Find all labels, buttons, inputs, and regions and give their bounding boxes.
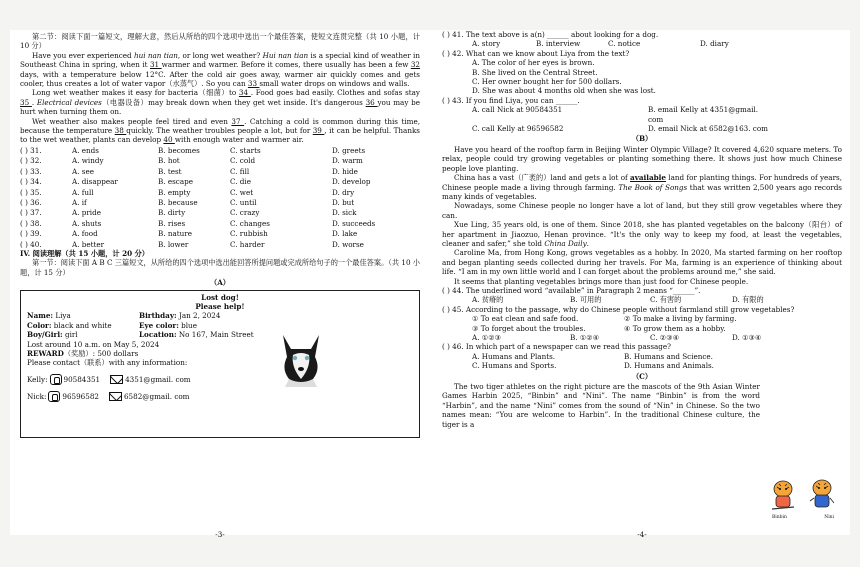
text-run: 37	[231, 116, 245, 126]
text-run: 40	[163, 135, 175, 145]
option-choice: B. becomes	[158, 145, 200, 155]
option-choice: ( ) 33.	[20, 166, 42, 176]
question-41: ( ) 41. The text above is a(n) ______ about looking for a dog.	[442, 30, 659, 39]
option-choice: A. ①②③	[472, 333, 502, 342]
contact-nick	[27, 391, 413, 402]
cloze-option-row	[20, 208, 420, 217]
option-choice: C. wet	[230, 187, 254, 197]
option-choice: ① To eat clean and safe food.	[472, 314, 579, 324]
question-42-options	[472, 58, 842, 96]
option-choice: D. Humans and Animals.	[624, 361, 714, 371]
passage-b-paragraph-2	[442, 173, 842, 201]
cloze-paragraph-1	[20, 51, 420, 89]
option-choice: C. die	[230, 177, 251, 187]
option-choice: ( ) 34.	[20, 177, 42, 187]
option-choice: D. develop	[332, 177, 371, 187]
question-45-options	[472, 333, 842, 342]
text-run: 38	[114, 126, 127, 136]
text-run: that was written 2,500 years ago records many kinds of vegetables.	[442, 182, 842, 201]
phone-icon	[50, 374, 62, 385]
option-choice: A. pride	[72, 208, 101, 218]
text-run: 36	[365, 97, 378, 107]
cloze-options	[20, 146, 420, 249]
text-run: Have you heard of the rooftop farm in Beijing Winter Olympic Village? It covered 4,620 square meters. To relax, people could try growing vegetables or planting something there. It shows just how much Chinese people love planting.	[442, 144, 842, 173]
option-choice: C. harder	[230, 239, 265, 249]
option-choice: ④ To grow them as a hobby.	[624, 323, 726, 333]
option-choice: C. until	[230, 197, 257, 207]
text-run: Wet weather also makes people feel tired and even	[32, 116, 232, 126]
sex-value: girl	[62, 330, 78, 340]
text-run: Xue Ling, 35 years old, is one of them. Since 2018, she has planted vegetables on the balcony（阳台）of her apartment in Jiaozuo, Henan province. “It's the only way to keep my food, at least the vegetables, cleaner and safer,” she told	[442, 220, 842, 248]
color-value: black and white	[51, 320, 112, 330]
option-choice: D. but	[332, 197, 355, 207]
text-run: 39	[312, 126, 325, 136]
text-run: It seems that planting vegetables brings more than just food for Chinese people.	[454, 276, 749, 286]
passage-c-label: （C）	[631, 371, 653, 381]
eye-color-label: Eye color:	[139, 320, 179, 330]
text-run: （电器设备）may break down when they get wet inside. It's dangerous	[101, 97, 366, 107]
text-run: , or long wet weather?	[177, 50, 263, 60]
section-4-heading: IV. 阅读理解（共 15 小题，计 20 分）	[20, 248, 149, 258]
mascot-nini-label: Nini	[824, 515, 834, 521]
option-choice: ( ) 31.	[20, 145, 42, 155]
question-41-options	[472, 39, 842, 48]
question-42: ( ) 42. What can we know about Liya from the text?	[442, 48, 630, 58]
cloze-option-row	[20, 156, 420, 165]
option-choice: B. escape	[158, 177, 193, 187]
text-run: Have you ever experienced	[32, 50, 134, 60]
exam-sheet	[10, 30, 850, 539]
text-run: , it can be helpful. Thanks to the wet weather, plants can develop	[20, 126, 420, 145]
tiger-mascots-icon	[766, 477, 840, 513]
option-choice: D. ①③④	[732, 333, 762, 342]
option-choice: A. Humans and Plants.	[472, 351, 556, 361]
text-run: Long wet weather makes it easy for bacteria（细菌）to	[32, 88, 239, 98]
text-run: .	[31, 97, 37, 107]
page-number: -4-	[637, 529, 647, 539]
notice-subtitle: Please help!	[195, 301, 245, 311]
option-choice: A. 贫瘠的	[472, 295, 504, 305]
text-run: quickly. The weather troubles people a lot, but for	[126, 126, 313, 136]
cloze-option-row	[20, 219, 420, 228]
text-run: Electrical devices	[36, 97, 102, 107]
option-choice: C. starts	[230, 145, 261, 155]
option-choice: D. sick	[332, 208, 357, 218]
option-choice: A. shuts	[72, 218, 102, 228]
option-choice: B. Humans and Science.	[624, 351, 713, 361]
option-choice: A. full	[72, 187, 94, 197]
page-3	[20, 30, 420, 539]
cloze-option-row	[20, 240, 420, 249]
text-run: The two tiger athletes on the right picture are the mascots of the 9th Asian Winter Games Harbin 2025, “Binbin” and “Nini”. The name “Binbin” is from the word “Harbin”, and the name “Nini” comes from the sound of “Nin” in Chinese. So the two names mean: “You are welcome to Harbin”. In the traditional Chinese culture, the tiger is a	[442, 382, 760, 429]
question-44-options	[472, 295, 842, 304]
text-run: Hui nan tian	[262, 50, 309, 60]
option-choice: ② To make a living by farming.	[624, 314, 737, 324]
option-choice: ( ) 39.	[20, 229, 42, 239]
text-run: 32	[410, 60, 420, 70]
text-run: 33	[247, 79, 260, 89]
option-choice: D. greets	[332, 145, 366, 155]
passage-b-paragraph-6	[442, 277, 842, 286]
option-choice: B. nature	[158, 229, 192, 239]
option-choice: A. see	[72, 166, 94, 176]
contact-kelly	[27, 374, 413, 385]
text-run: small water drops on windows and walls.	[259, 79, 410, 89]
option-choice: C. Humans and Sports.	[472, 361, 557, 371]
option-choice: B. hot	[158, 156, 180, 166]
contact-line: Please contact（联系）with any information:	[27, 358, 188, 368]
phone-icon	[48, 391, 60, 402]
passage-b-paragraph-1	[442, 145, 842, 173]
option-choice: ( ) 32.	[20, 156, 42, 166]
option-choice: B. empty	[158, 187, 191, 197]
option-choice: B. lower	[158, 239, 189, 249]
nick-label: Nick:	[27, 391, 47, 401]
option-choice: C. changes	[230, 218, 270, 228]
question-46-options	[472, 352, 842, 371]
option-choice: C. notice	[608, 39, 641, 49]
text-run: hui nan tian	[133, 50, 178, 60]
location-label: Location:	[139, 330, 177, 340]
option-choice: C. ②③④	[650, 333, 680, 342]
option-choice: ③ To forget about the troubles.	[472, 323, 586, 333]
option-choice: D. hide	[332, 166, 358, 176]
text-run: days, with a temperature below 12°C. After the cold air goes away, warmer air quickly comes and gets cooler, thus creates a lot of water vapor（水蒸气）. So you can	[20, 69, 420, 89]
option-choice: ( ) 37.	[20, 208, 42, 218]
cloze-option-row	[20, 167, 420, 176]
option-choice: B. dirty	[158, 208, 186, 218]
section-4-subheading: 第一节：阅读下面 A B C 三篇短文，从所给的四个选项中选出能回答所提问题或完成所给句子的一个最佳答案。（共 10 小题，计 15 分）	[20, 258, 420, 277]
question-44: ( ) 44. The underlined word “available” in Paragraph 2 means “______”.	[442, 285, 701, 295]
option-choice: D. She was about 4 months old when she was lost.	[472, 86, 656, 96]
mascot-picture	[766, 477, 840, 521]
eye-color-value: blue	[178, 320, 197, 330]
nick-email: 6582@gmail. com	[123, 391, 190, 401]
notice-row-1	[27, 311, 413, 320]
kelly-label: Kelly:	[27, 374, 48, 384]
location-value: No 167, Main Street	[176, 330, 254, 340]
option-choice: D. diary	[700, 39, 729, 49]
cloze-option-row	[20, 146, 420, 155]
text-run: 31	[149, 60, 162, 70]
question-45: ( ) 45. According to the passage, why do Chinese people without farmland still grow vegetables?	[442, 304, 795, 314]
option-choice: D. 有限的	[732, 295, 764, 305]
option-choice: ( ) 40.	[20, 239, 42, 249]
cloze-option-row	[20, 188, 420, 197]
option-choice: B. 可用的	[570, 295, 602, 305]
text-run: warmer and warmer. Before it comes, there usually has been a few	[161, 60, 411, 70]
option-choice: A. if	[72, 197, 87, 207]
text-run: 35	[20, 97, 32, 107]
notice-row-3	[27, 330, 413, 339]
passage-b-label: （B）	[631, 134, 653, 144]
reward-value: （奖励）: 500 dollars	[63, 349, 139, 358]
mascot-binbin-label: Binbin	[772, 515, 787, 521]
sex-label: Boy/Girl:	[27, 330, 63, 340]
mail-icon	[110, 375, 123, 384]
option-choice: D. dry	[332, 187, 355, 197]
text-run: available	[630, 173, 666, 183]
question-45-statements	[472, 314, 842, 333]
option-choice: C. rubbish	[230, 229, 268, 239]
option-choice: C. 有害的	[650, 295, 682, 305]
option-choice: B. because	[158, 197, 198, 207]
name-value: Liya	[53, 311, 71, 321]
text-run: Nowadays, some Chinese people no longer have a lot of land, but they still grow vegetables where they can.	[442, 201, 842, 220]
passage-b-paragraph-4	[442, 220, 842, 248]
option-choice: A. The color of her eyes is brown.	[472, 58, 595, 68]
passage-b-paragraph-3	[442, 201, 842, 220]
birthday-label: Birthday:	[139, 311, 177, 321]
option-choice: A. disappear	[72, 177, 118, 187]
option-choice: ( ) 36.	[20, 197, 42, 207]
kelly-phone: 90584351	[63, 374, 101, 384]
option-choice: C. crazy	[230, 208, 260, 218]
question-43: ( ) 43. If you find Liya, you can ______.	[442, 95, 580, 105]
option-choice: B. She lived on the Central Street.	[472, 67, 598, 77]
passage-a-label: （A）	[210, 278, 230, 288]
option-choice: B. rises	[158, 218, 186, 228]
text-run: 34	[238, 88, 251, 98]
option-choice: D. lake	[332, 229, 358, 239]
option-choice: ( ) 38.	[20, 218, 42, 228]
section-2-heading: 第二节：阅读下面一篇短文，理解大意，然后从所给的四个选项中选出一个最佳答案，使短文连贯完整（共 10 小题，计 10 分）	[20, 32, 420, 51]
option-choice: D. succeeds	[332, 218, 376, 228]
option-choice: A. windy	[72, 156, 104, 166]
reward-label: REWARD	[27, 349, 64, 358]
passage-c-paragraph-1	[442, 382, 760, 429]
option-choice: C. call Kelly at 96596582	[472, 124, 564, 134]
cloze-paragraph-2	[20, 88, 420, 116]
question-46: ( ) 46. In which part of a newspaper can we read this passage?	[442, 342, 672, 352]
text-run: . Catching a cold is common during this time, because the temperature	[20, 116, 420, 136]
question-43-options	[472, 105, 842, 133]
option-choice: D. worse	[332, 239, 364, 249]
option-choice: B. test	[158, 166, 182, 176]
name-label: Name:	[27, 311, 54, 321]
option-choice: A. food	[72, 229, 98, 239]
lost-dog-notice	[20, 290, 420, 438]
option-choice: C. cold	[230, 156, 256, 166]
text-run: China has a vast（广袤的）land and gets a lot of	[454, 173, 631, 183]
option-choice: A. ends	[72, 145, 99, 155]
page-number: -3-	[215, 529, 225, 539]
text-run: China Daily	[544, 238, 587, 248]
text-run: .	[586, 238, 589, 248]
kelly-email: 4351@gmail. com	[125, 374, 191, 384]
option-choice: B. ①②④	[570, 333, 600, 342]
text-run: . Food goes bad easily. Clothes and sofas stay	[250, 88, 420, 98]
text-run: with enough water and warmer air.	[174, 135, 304, 145]
text-run: The Book of Songs	[618, 182, 688, 192]
page-4	[442, 30, 842, 539]
text-run: you may be hurt when turning them on.	[20, 97, 420, 117]
dog-photo-icon	[271, 327, 331, 387]
notice-row-2	[27, 321, 413, 330]
option-choice: D. warm	[332, 156, 363, 166]
option-choice: D. email Nick at 6582@163. com	[648, 124, 768, 134]
option-choice: C. Her owner bought her for 500 dollars.	[472, 77, 622, 87]
cloze-option-row	[20, 177, 420, 186]
option-choice: A. call Nick at 90584351	[472, 105, 563, 115]
option-choice: B. email Kelly at 4351@gmail. com	[648, 105, 758, 124]
color-label: Color:	[27, 320, 52, 330]
cloze-paragraph-3	[20, 117, 420, 145]
nick-phone: 96596582	[62, 391, 99, 401]
lost-time: Lost around 10 a.m. on May 5, 2024	[27, 339, 160, 349]
text-run: is a special kind of weather in Southeast China in spring, when it	[20, 50, 420, 70]
text-run: Caroline Ma, from Hong Kong, grows vegetables as a hobby. In 2020, Ma started farming on her rooftop and began planting seeds collected during her travels. For Ma, farming is an experience of thinking about life. “I am in my own little world and I can forget about the problems around me,” she said.	[442, 248, 842, 277]
cloze-option-row	[20, 229, 420, 238]
option-choice: C. fill	[230, 166, 250, 176]
option-choice: ( ) 35.	[20, 187, 42, 197]
option-choice: A. better	[72, 239, 105, 249]
text-run: land for planting things. For hundreds of years, Chinese people made a living through farming.	[442, 173, 842, 192]
birthday-value: Jan 2, 2024	[176, 311, 221, 321]
option-choice: A. story	[472, 39, 501, 49]
notice-title: Lost dog!	[201, 292, 239, 302]
cloze-option-row	[20, 198, 420, 207]
option-choice: B. interview	[536, 39, 581, 49]
mail-icon	[109, 392, 122, 401]
passage-b-paragraph-5	[442, 248, 842, 276]
